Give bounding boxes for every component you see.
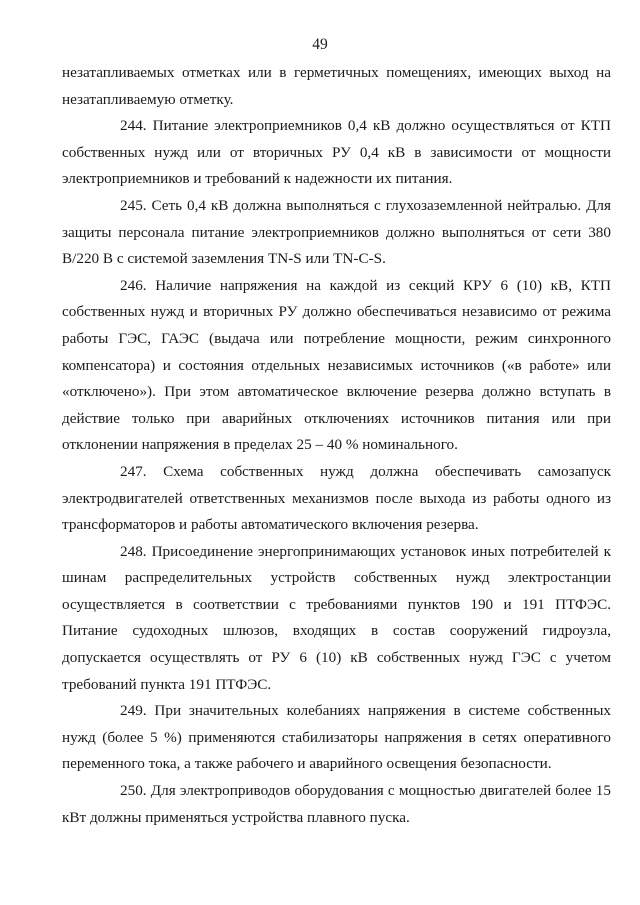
paragraph-244: 244. Питание электроприемников 0,4 кВ должно осуществляться от КТП собственных нужд или от вторичных РУ 0,4 кВ в зависимости от мощности электроприемников и требований к надежности их питания. xyxy=(62,117,611,188)
paragraph-continuation: незатапливаемых отметках или в герметичных помещениях, имеющих выход на незатапливаемую отметку. xyxy=(62,64,611,108)
paragraph-245: 245. Сеть 0,4 кВ должна выполняться с глухозаземленной нейтралью. Для защиты персонала питание электроприемников должно выполняться от сети 380 В/220 В с системой заземления TN-S или TN-C-S. xyxy=(62,196,611,268)
paragraph-249: 249. При значительных колебаниях напряжения в системе собственных нужд (более 5 %) применяются стабилизаторы напряжения в сетях оперативного переменного тока, а также рабочего и аварийного освещения безопасности. xyxy=(62,702,611,773)
paragraph-246: 246. Наличие напряжения на каждой из секций КРУ 6 (10) кВ, КТП собственных нужд и вторичных РУ должно обеспечиваться независимо от режима работы ГЭС, ГАЭС (выдача или потребление мощности, режим синхронного компенсатора) и состояния отдельных независимых источников («в работе» или «отключено»). При этом автоматическое включение резерва должно вступать в действие только при аварийных отключениях источников питания или при отклонении напряжения в пределах 25 – 40 % номинального. xyxy=(62,276,611,454)
document-body xyxy=(62,60,611,831)
page-number: 49 xyxy=(312,36,328,53)
paragraph-248: 248. Присоединение энергопринимающих установок иных потребителей к шинам распределительных устройств собственных нужд электростанции осуществляется в соответствии с требованиями пунктов 190 и 191 ПТФЭС. Питание судоходных шлюзов, входящих в состав сооружений гидроузла, допускается осуществлять от РУ 6 (10) кВ собственных нужд ГЭС с учетом требований пункта 191 ПТФЭС. xyxy=(62,542,611,693)
paragraph-250: 250. Для электроприводов оборудования с мощностью двигателей более 15 кВт должны применяться устройства плавного пуска. xyxy=(62,782,611,826)
paragraph-247: 247. Схема собственных нужд должна обеспечивать самозапуск электродвигателей ответственных механизмов после выхода из работы одного из трансформаторов и работы автоматического включения резерва. xyxy=(62,462,611,534)
